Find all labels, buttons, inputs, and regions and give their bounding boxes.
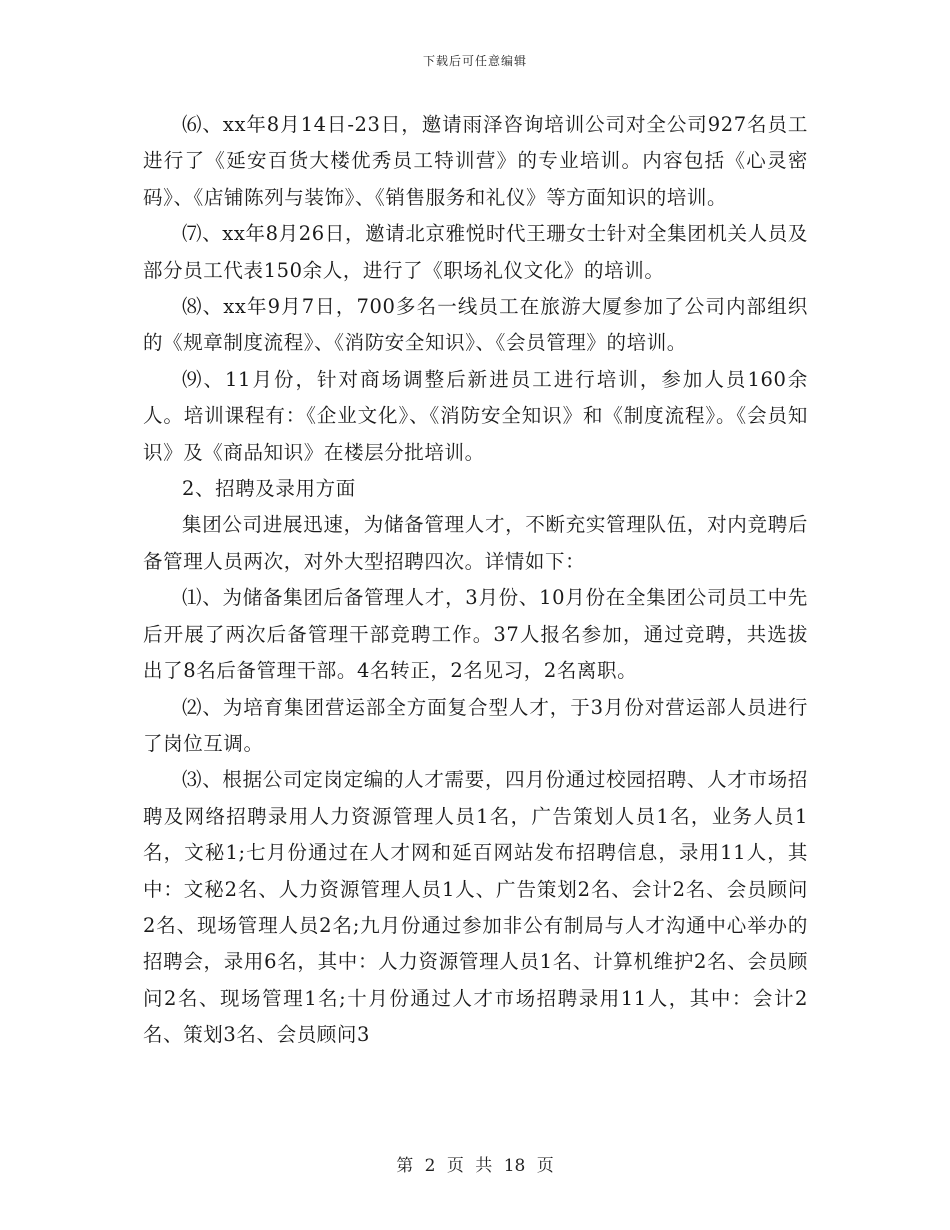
paragraph-recruitment-intro: 集团公司进展迅速，为储备管理人才，不断充实管理队伍，对内竞聘后备管理人员两次，对外大型招聘四次。详情如下：	[143, 513, 808, 573]
paragraph-recruitment-1: ⑴、为储备集团后备管理人才，3月份、10月份在全集团公司员工中先后开展了两次后备管理干部竞聘工作。37人报名参加，通过竞聘，共选拔出了8名后备管理干部。4名转正，2名见习，2名离职。	[143, 586, 808, 683]
paragraph-training-7: ⑺、xx年8月26日，邀请北京雅悦时代王珊女士针对全集团机关人员及部分员工代表150余人，进行了《职场礼仪文化》的培训。	[143, 222, 808, 282]
page-number-footer: 第 2 页 共 18 页	[396, 1156, 554, 1176]
paragraph-training-9: ⑼、11月份，针对商场调整后新进员工进行培训，参加人员160余人。培训课程有：《企业文化》、《消防安全知识》和《制度流程》。《会员知识》及《商品知识》在楼层分批培训。	[143, 367, 808, 464]
paragraph-training-6: ⑹、xx年8月14日-23日，邀请雨泽咨询培训公司对全公司927名员工进行了《延安百货大楼优秀员工特训营》的专业培训。内容包括《心灵密码》、《店铺陈列与装饰》、《销售服务和礼仪》等方面知识的培训。	[143, 113, 808, 209]
document-body	[143, 107, 808, 1054]
paragraph-training-8: ⑻、xx年9月7日，700多名一线员工在旅游大厦参加了公司内部组织的《规章制度流程》、《消防安全知识》、《会员管理》的培训。	[143, 295, 808, 355]
section-heading-recruitment: 2、招聘及录用方面	[182, 477, 356, 501]
paragraph-recruitment-2: ⑵、为培育集团营运部全方面复合型人才，于3月份对营运部人员进行了岗位互调。	[143, 695, 808, 755]
page-header: 下载后可任意编辑	[422, 54, 527, 68]
paragraph-recruitment-3: ⑶、根据公司定岗定编的人才需要，四月份通过校园招聘、人才市场招聘及网络招聘录用人力资源管理人员1名，广告策划人员1名，业务人员1名，文秘1;七月份通过在人才网和延百网站发布招聘信息，录用11人，其中：文秘2名、人力资源管理人员1人、广告策划2名、会计2名、会员顾问2名、现场管理人员2名;九月份通过参加非公有制局与人才沟通中心举办的招聘会，录用6名，其中：人力资源管理人员1名、计算机维护2名、会员顾问2名、现场管理1名;十月份通过人才市场招聘录用11人，其中：会计2名、策划3名、会员顾问3	[143, 768, 808, 1047]
